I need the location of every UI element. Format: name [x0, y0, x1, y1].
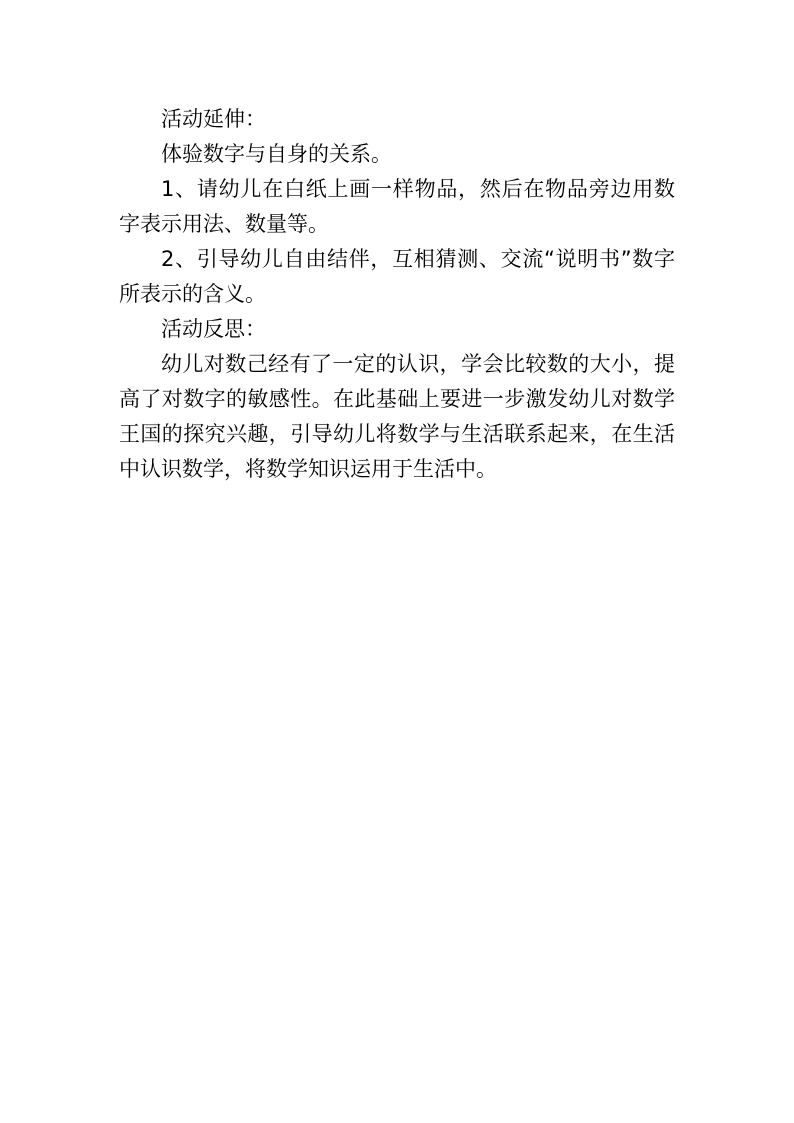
section-heading-activity-extension: 活动延伸： [161, 107, 266, 131]
paragraph-step-2: 2、引导幼儿自由结伴，互相猜测、交流“说明书”数字所表示的含义。 [119, 247, 675, 306]
paragraph-intro: 体验数字与自身的关系。 [161, 142, 392, 166]
document-body [119, 102, 675, 487]
section-heading-activity-reflection: 活动反思： [161, 317, 266, 341]
paragraph-step-1: 1、请幼儿在白纸上画一样物品，然后在物品旁边用数字表示用法、数量等。 [119, 177, 675, 236]
paragraph-reflection: 幼儿对数己经有了一定的认识，学会比较数的大小，提高了对数字的敏感性。在此基础上要进一步激发幼儿对数学王国的探究兴趣，引导幼儿将数学与生活联系起来，在生活中认识数学，将数学知识运用于生活中。 [119, 352, 675, 481]
